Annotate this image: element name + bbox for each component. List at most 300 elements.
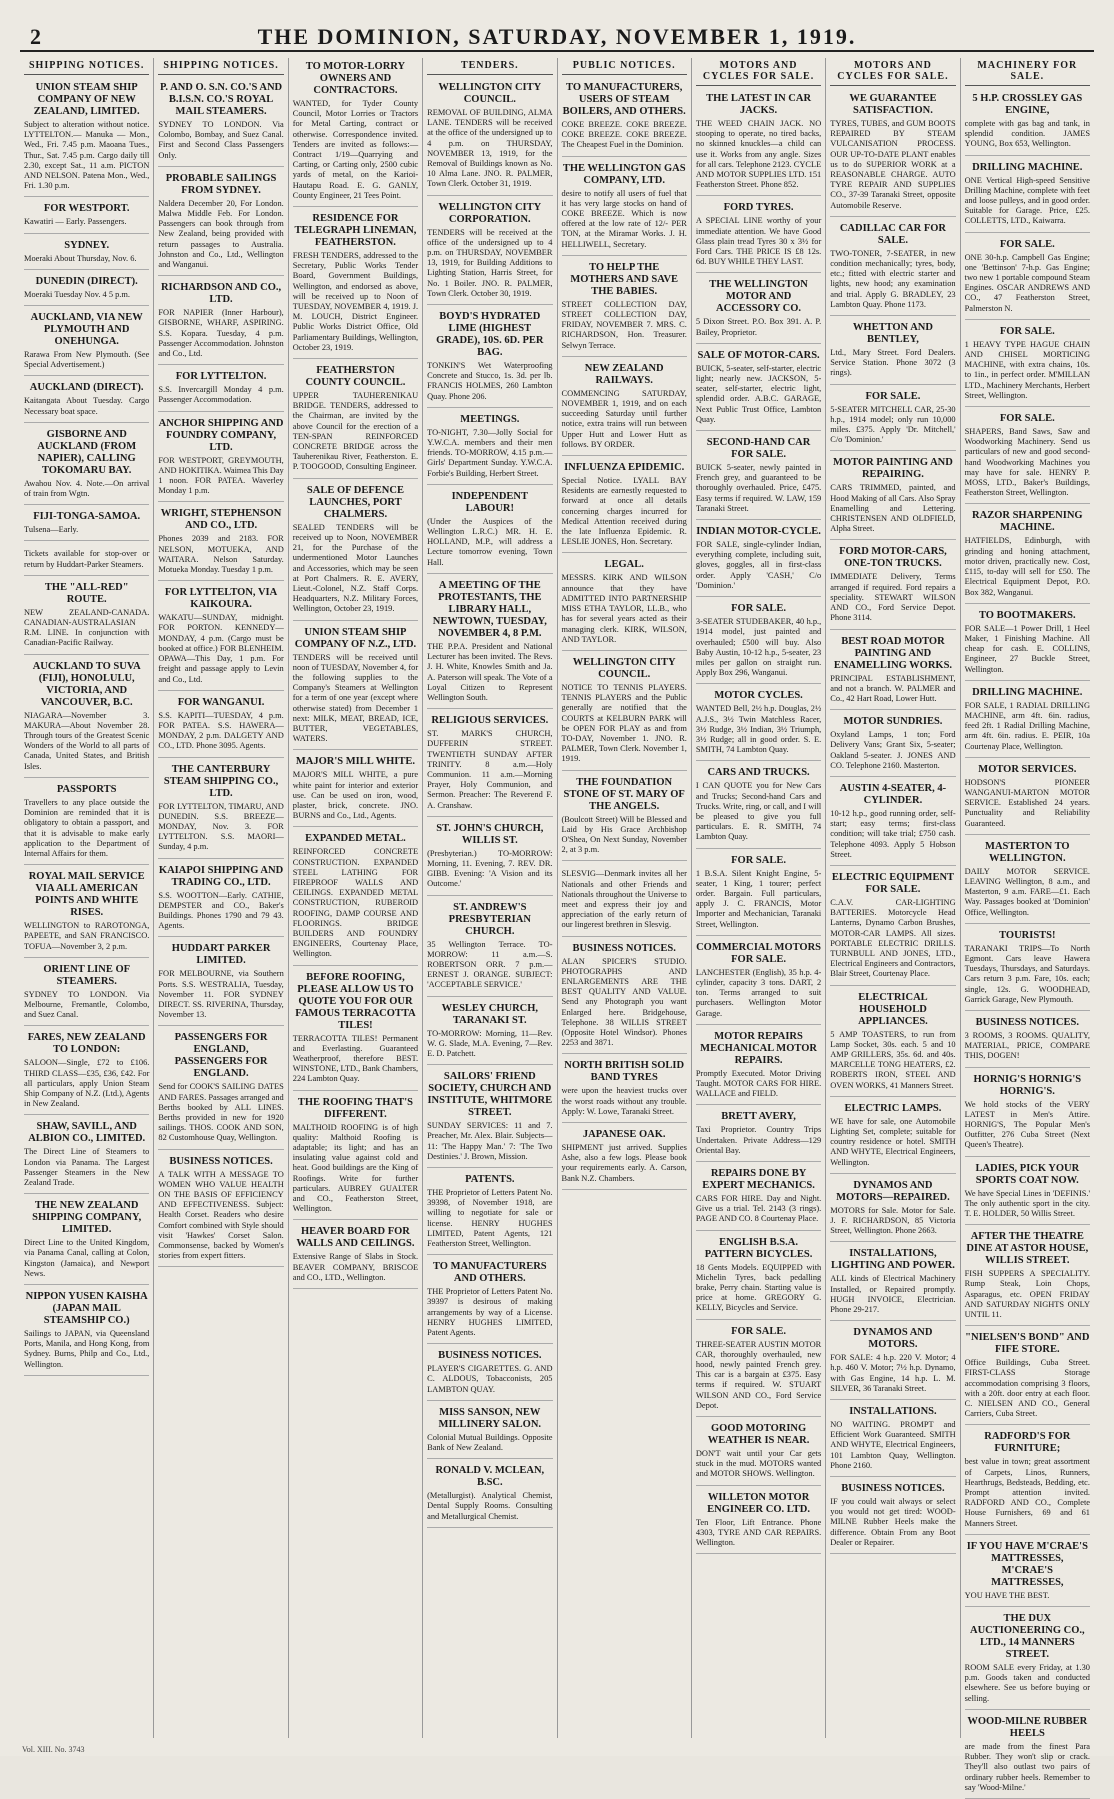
ad-title: ELECTRIC LAMPS. [844,1102,942,1114]
ad-title: 5 H.P. CROSSLEY GAS ENGINE, [972,93,1083,116]
advertisement [830,454,955,540]
ad-body: IMMEDIATE Delivery, Terms arranged if required. Ford repairs a speciality. STEWART WILSON AND CO., Ford Service Depot. Phone 3114. [830,572,956,623]
ad-title: ELECTRIC EQUIPMENT FOR SALE. [831,871,955,895]
ad-body: NOTICE TO TENNIS PLAYERS. TENNIS PLAYERS and the Public generally are notified that the COURTS at KELBURN PARK will be OPEN FOR PLAY as and from TO-DAY, November 1. JNO. R. PALMER, Town Clerk. November 1, 1919. [561,682,687,764]
advertisement [158,1153,283,1268]
ad-body: MESSRS. KIRK AND WILSON announce that they have ADMITTED INTO PARTNERSHIP MISS ETHA TAYLOR, LL.B., who has for several years acted as their managing clerk. KIRK, WILSON, AND TAYLOR. [561,573,687,644]
ad-title: TO BOOTMAKERS. [978,609,1076,621]
ad-body: We hold stocks of the VERY LATEST in Men's Attire. HORNIG'S, The Popular Men's Outfitter, 276 Cuba Street (Next Queen's Theatre). [964,1099,1090,1150]
ad-body: WELLINGTON to RAROTONGA, PAPEETE, and SAN FRANCISCO. TOFUA—November 3, 2 p.m. [24,921,150,951]
ad-title: ANCHOR SHIPPING AND FOUNDRY COMPANY, LTD. [158,417,284,453]
ad-title: ELECTRICAL HOUSEHOLD APPLIANCES. [858,991,928,1027]
advertisement [965,684,1090,758]
advertisement [24,1118,149,1194]
ad-body: are made from the finest Para Rubber. They won't slip or crack. They'll also outlast two pairs of ordinary rubber heels. Remember to say 'Wood-Milne.' [964,1741,1090,1792]
advertisement [24,79,149,197]
advertisement [158,862,283,938]
ad-title: PROBABLE SAILINGS FROM SYDNEY. [165,172,277,196]
advertisement [293,969,418,1091]
ad-title: PASSENGERS FOR ENGLAND, PASSENGERS FOR ENGLAND. [174,1032,268,1080]
ad-title: MAJOR'S MILL WHITE. [295,756,415,768]
advertisement [696,276,821,343]
ad-title: BUSINESS NOTICES. [169,1155,273,1167]
advertisement [158,279,283,365]
advertisement [696,1489,821,1555]
advertisement [965,1713,1090,1799]
ad-body: Kawatiri — Early. Passengers. [24,217,127,227]
ad-body: 1 HEAVY TYPE HAGUE CHAIN AND CHISEL MORTICING MACHINE, with extra chains, 10s. to 1in., in perfect order. M'MILLAN LTD., Machinery Merchants, Herbert Street, Wellington. [964,339,1090,400]
advertisement [830,1403,955,1477]
ad-title: WESLEY CHURCH, TARANAKI ST. [441,1002,539,1026]
ad-title: MISS SANSON, NEW MILLINERY SALON. [438,1406,542,1430]
ad-title: TO MOTOR-LORRY OWNERS AND CONTRACTORS. [305,61,406,96]
ad-body: Colonial Mutual Buildings. Opposite Bank of New Zealand. [427,1432,553,1453]
ad-title: BUSINESS NOTICES. [975,1016,1079,1028]
advertisement [24,961,149,1027]
ad-title: WHETTON AND BENTLEY, [852,322,933,346]
ad-body: A SPECIAL LINE worthy of your immediate attention. We have Good Glass plain tread Tyres 30 x 3½ for Ford Cars. THE PRICE IS £8 12s. 6d. BUY WHILE THEY LAST. [695,216,822,267]
ad-body: SHAPERS, Band Saws, Saw and Woodworking Machinery. Send us particulars of new and good second-hand Woodworking Machines you may have for sale. HENRY P. MOSS, LTD., Baker's Buildings, Featherston Street, Wellington. [964,427,1090,498]
ad-body: MOTORS for Sale. Motor for Sale. J. F. RICHARDSON, 85 Victoria Street, Wellington. Phone 2663. [830,1205,956,1236]
advertisement [293,482,418,621]
ad-title: ROYAL MAIL SERVICE VIA ALL AMERICAN POINTS AND WHITE RISES. [28,871,145,919]
ad-title: GOOD MOTORING WEATHER IS NEAR. [707,1423,810,1447]
advertisement [696,199,821,273]
ad-body: LANCHESTER (English), 35 h.p. 4-cylinder, capacity 3 tons. DART, 2 ton. Terms arranged to suit purchasers. Wellington Motor Garage. [695,967,822,1018]
ad-body: Taxi Proprietor. Country Trips Undertaken. Private Address—129 Oriental Bay. [695,1125,822,1155]
advertisement [24,579,149,655]
ad-title: ORIENT LINE OF STEAMERS. [43,963,131,987]
ad-title: DRILLING MACHINE. [972,161,1083,173]
ad-body: Office Buildings, Cuba Street. FIRST-CLASS Storage accommodation comprising 3 floors, with a 20ft. door entry at each floor. C. NIELSEN AND CO., General Carriers, Cuba Street. [964,1358,1090,1419]
ad-body: Rarawa From New Plymouth. (See Special Advertisement.) [24,350,150,370]
advertisement [965,236,1090,320]
ad-body: Ltd., Mary Street. Ford Dealers. Service Station. Phone 3072 (3 rings). [830,348,956,378]
ad-body: Send for COOK'S SAILING DATES AND FARES. Passages arranged and Berths booked by ALL LINES. Berths provided in new for 1920 sailings. THOS. COOK AND SON, 82 Customhouse Quay, Wellington. [158,1082,284,1143]
ad-body: We have Special Lines in 'DEFINIS.' The only authentic sport in the city. T. E. HOLDER, 50 Willis Street. [964,1188,1090,1219]
advertisement [24,781,149,865]
advertisement [562,259,687,357]
ad-title: THE LATEST IN CAR JACKS. [706,93,812,116]
advertisement [427,1347,552,1401]
ad-title: NEW ZEALAND RAILWAYS. [584,362,664,386]
ad-body: COKE BREEZE. COKE BREEZE. COKE BREEZE. COKE BREEZE. The Cheapest Fuel in the Dominion. [561,120,687,150]
ad-title: DUNEDIN (DIRECT). [35,275,138,287]
advertisement [562,459,687,553]
ad-body: WANTED, for Tyder County Council, Motor Lorries or Tractors for Metal Carting, contract or otherwise. Correspondence invited. Tenders are invited as follows:— Contract 1/19—Quarrying and Carting, or Carting only, 2500 cubic yards of metal, on the Karioi-Hautapu Road. E. G. GANLY, County Engineer, 21 Tees Point. [292,99,419,200]
ad-title: TO HELP THE MOTHERS AND SAVE THE BABIES. [570,261,679,297]
ad-title: DYNAMOS AND MOTORS. [853,1327,933,1351]
advertisement [158,1029,283,1149]
ad-title: RONALD V. MCLEAN, B.SC. [435,1465,545,1489]
ad-body: TENDERS will be received until noon of TUESDAY, November 4, for the following supplies to the Company's Steamers at Wellington for a term of one year (except where otherwise stated) from December 1 next: MILK, MEAT, BREAD, ICE, BUTTER, VEGETABLES, WATERS. [292,652,419,744]
advertisement [830,1480,955,1554]
ad-body: Special Notice. LYALL BAY Residents are earnestly requested to forward at once all details concerning charges incurred for Medical Attention received during the late Influenza Epidemic. R. LESLIE JONES, Hon. Secretary. [561,476,687,547]
ad-body: IF you could wait always or select you would not get tired: WOOD-MILNE Rubber Heels make the difference. Obtain From any Boot Dealer or Repairer. [830,1497,956,1547]
ad-title: A MEETING OF THE PROTESTANTS, THE LIBRARY HALL, NEWTOWN, TUESDAY, NOVEMBER 4, 8 P.M. [432,579,547,639]
ad-body: TO-MORROW: Morning, 11—Rev. W. G. Slade, M.A. Evening, 7—Rev. E. D. Patchett. [427,1028,553,1058]
ad-title: THE CANTERBURY STEAM SHIPPING CO., LTD. [163,763,279,799]
ad-body: NIAGARA—November 3. MAKURA—About November 28. Through tours of the Greatest Scenic Wonders of the World to all parts of Canada, United States, and British Isles. [24,710,150,771]
advertisement [562,864,687,936]
ad-title: FORD MOTOR-CARS, ONE-TON TRUCKS. [839,546,947,570]
advertisement [965,1071,1090,1157]
ad-body: WE have for sale, one Automobile Lighting Set, complete; suitable for country residence or hotel. SMITH AND WHYTE, Electrical Engineers, Wellington. [830,1116,956,1167]
column-3 [289,58,423,1738]
ad-title: AFTER THE THEATRE DINE AT ASTOR HOUSE, WILLIS STREET. [966,1231,1089,1267]
ad-title: BUSINESS NOTICES. [438,1350,542,1362]
ad-title: MOTOR SERVICES. [978,763,1077,775]
ad-title: FOR SALE. [999,325,1055,337]
advertisement [427,1258,552,1344]
ad-body: FOR SALE, 1 RADIAL DRILLING MACHINE, arm 4ft. 6in. radius, feed 2ft. 1 Radial Drilling Machine, arm 4ft. 6in. radius. E. PEIR, 10a Courtenay Place, Wellington. [964,700,1090,751]
advertisement [965,159,1090,233]
ad-body: TO-NIGHT, 7.30—Jolly Social for Y.W.C.A. members and their men friends. TO-MORROW, 4.15 p.m.—Girls' Department Sunday. Y.W.C.A. Forbie's Building, Herbert Street. [427,427,553,478]
ad-title: AUCKLAND TO SUVA (FIJI), HONOLULU, VICTORIA, AND VANCOUVER, B.C. [32,660,141,708]
advertisement [830,1177,955,1243]
advertisement [24,544,149,575]
advertisement [830,989,955,1097]
advertisement [293,753,418,827]
advertisement [427,1000,552,1066]
ad-title: MOTOR CYCLES. [714,690,803,702]
advertisement [562,654,687,771]
ad-title: WRIGHT, STEPHENSON AND CO., LTD. [160,508,282,532]
ad-body: TYRES, TUBES, and GUM BOOTS REPAIRED BY STEAM VULCANISATION PROCESS. OUR UP-TO-DATE PLANT enables us to do SUPERIOR WORK at a REASONABLE CHARGE. AUTO TYRE REPAIR AND SUPPLIES CO., 37-39 Taranaki Street, opposite Automobile Reserve. [830,119,956,210]
advertisement [965,607,1090,681]
column-6 [692,58,826,1738]
advertisement [427,488,552,574]
ad-title: FIJI-TONGA-SAMOA. [33,511,141,523]
ad-body: THE P.P.A. President and National Lecturer has been invited. The Revs. J. H. White, Knowles Smith and Ja. A. Paterson will speak. The Vote of a Loyal Citizen to Represent Wellington South. [427,641,553,702]
masthead [20,24,1094,52]
ad-title: MEETINGS. [460,413,520,425]
ad-title: THE FOUNDATION STONE OF ST. MARY OF THE ANGELS. [563,776,685,812]
advertisement [24,426,149,505]
advertisement [965,1610,1090,1710]
ad-body: Ten Floor, Lift Entrance. Phone 4303, TYRE AND CAR REPAIRS. Wellington. [695,1517,822,1548]
ad-title: WELLINGTON CITY COUNCIL. [572,656,676,680]
ad-title: INSTALLATIONS, LIGHTING AND POWER. [830,1248,955,1272]
ad-title: NORTH BRITISH SOLID BAND TYRES [564,1060,685,1084]
column-2 [154,58,288,1738]
advertisement [562,1057,687,1123]
ad-body: FISH SUPPERS A SPECIALITY. Rump Steak, Loin Chops, Asparagus, etc. OPEN FRIDAY AND SATURDAY NIGHTS ONLY UNTIL 11. [964,1269,1090,1320]
ad-body: Tickets available for stop-over or return by Huddart-Parker Steamers. [24,549,150,569]
advertisement [696,90,821,196]
ad-body: COMMENCING SATURDAY, NOVEMBER 1, 1919, and on each succeeding Saturday until further notice, extra trains will run between Upper Hutt and Lower Hutt as follows. BY ORDER. [561,388,687,449]
advertisement [427,199,552,305]
ad-title: MOTOR SUNDRIES. [843,716,943,728]
ad-title: FOR SALE. [999,238,1055,250]
ad-body: best value in town; great assortment of Carpets, Linos, Runners, Hearthrugs, Bedsteads, Bedding, etc. Prompt attention invited. RADFORD AND CO., Complete House Furnishers, 69 and 61 Manners Street. [964,1457,1090,1528]
ad-body: THE Proprietor of Letters Patent No. 39397 is desirous of making arrangements by way of a License. HENRY HUGHES LIMITED, Patent Agents. [427,1287,553,1338]
advertisement [427,712,552,817]
column-heading: SHIPPING NOTICES. [158,58,283,75]
ad-title: CADILLAC CAR FOR SALE. [839,222,947,246]
ad-title: LADIES, PICK YOUR SPORTS COAT NOW. [975,1162,1080,1186]
ad-body: Kaitangata About Tuesday. Cargo Necessary boat space. [24,396,150,416]
ad-body: STREET COLLECTION DAY, STREET COLLECTION DAY, FRIDAY, NOVEMBER 7. MRS. C. RICHARDSON, Hon. Treasurer. Selwyn Terrace. [561,299,687,350]
ad-title: ST. ANDREW'S PRESBYTERIAN CHURCH. [448,901,531,937]
advertisement [830,388,955,452]
column-heading: MACHINERY FOR SALE. [965,58,1090,86]
advertisement [427,577,552,709]
advertisement [965,90,1090,156]
ad-title: AUSTIN 4-SEATER, 4-CYLINDER. [839,782,947,806]
ad-body: S.S. Invercargill Monday 4 p.m. Passenger Accommodation. [158,385,284,405]
ad-body: Moeraki Tuesday Nov. 4 5 p.m. [24,289,131,299]
ad-title: UNION STEAM SHIP COMPANY OF N.Z., LTD. [294,626,417,650]
advertisement [965,927,1090,1011]
ad-body: NO WAITING. PROMPT and Efficient Work Guaranteed. SMITH AND WHYTE, Electrical Engineers, 101 Lambton Quay, Wellington. Phone 2160. [830,1420,956,1470]
ad-title: FARES, NEW ZEALAND TO LONDON: [27,1032,146,1056]
ad-title: FORD TYRES. [723,202,794,214]
advertisement [427,411,552,485]
ad-title: THE "ALL-RED" ROUTE. [44,581,129,605]
advertisement [965,1329,1090,1425]
ad-title: IF YOU HAVE M'CRAE'S MATTRESSES, M'CRAE'S MATTRESSES, [966,1540,1088,1588]
ad-body: ONE Vertical High-speed Sensitive Drilling Machine, complete with feet and loose pulleys, and in good order. Suitable for Garage. Price, £25. COLLETTS, LTD., Kaiwarra. [964,175,1090,226]
advertisement [158,694,283,758]
advertisement [696,1165,821,1231]
advertisement [830,869,955,986]
advertisement [24,658,149,778]
ad-body: I CAN QUOTE you for New Cars and Trucks; Second-hand Cars and Trucks. Write, ring, or call, and I will be pleased to give you full particulars. E. R. SMITH, 74 Lambton Quay. [695,781,822,842]
ad-title: FOR LYTTELTON. [175,371,267,383]
ad-body: DAILY MOTOR SERVICE. LEAVING Wellington, 8 a.m., and Masterton, 9 a.m. FARE—£1. Each Way. Passages booked at 'Dominion' Office, Wellington. [964,866,1090,917]
advertisement [830,1100,955,1174]
ad-title: FOR WESTPORT. [43,203,130,215]
advertisement [293,58,418,207]
column-7 [826,58,960,1738]
ad-body: NEW ZEALAND-CANADA. CANADIAN-AUSTRALASIAN R.M. LINE. In conjunction with Canadian-Pacific Railway. [24,607,150,648]
ad-title: ST. JOHN'S CHURCH, WILLIS ST. [436,822,544,846]
ad-body: PLAYER'S CIGARETTES. G. AND C. ALDOUS, Tobacconists, 205 LAMBTON QUAY. [427,1364,553,1394]
advertisement [562,79,687,157]
ad-title: FOR SALE. [731,603,786,615]
advertisement [293,210,418,359]
ad-body: SYDNEY TO LONDON. Via Colombo, Bombay, and Suez Canal. First and Second Class Passengers Only. [158,120,284,160]
ad-title: HEAVER BOARD FOR WALLS AND CEILINGS. [296,1226,415,1250]
advertisement [830,633,955,711]
advertisement [965,1228,1090,1326]
ad-body: THE Proprietor of Letters Patent No. 39398, of November 1918, are willing to negotiate for sale or license. HENRY HUGHES LIMITED, Patent Agents, 121 Featherston Street, Wellington. [427,1187,553,1248]
advertisement [830,780,955,866]
ad-body: 3 ROOMS, 3 ROOMS. QUALITY, MATERIAL, PRICE, COMPARE THIS, DOGEN! [964,1030,1090,1061]
ad-title: DYNAMOS AND MOTORS—REPAIRED. [836,1179,950,1203]
ad-body: HATFIELDS, Edinburgh, with grinding and honing attachment, motor driven, practically new. Cost, £115, to-day will sell for £50. The Electrical Equipment Depot, P.O. Box 382, Wanganui. [964,536,1090,597]
ad-body: ROOM SALE every Friday, at 1.30 p.m. Goods taken and conducted elsewhere. See us before buying or selling. [964,1663,1090,1703]
ad-body: YOU HAVE THE BEST. [964,1590,1050,1600]
ad-body: HODSON'S PIONEER WANGANUI-MARTON MOTOR SERVICE. Established 24 years. Punctuality and Reliability Guaranteed. [964,777,1090,828]
ad-title: INDIAN MOTOR-CYCLE. [696,526,821,538]
ad-body: SEALED TENDERS will be received up to Noon, NOVEMBER 21, for the Purchase of the undermentioned Motor Launches and Accessories, which may be seen at Port Chalmers. R. E. AVERY, Lieut.-Colonel, N.Z. Staff Corps. Headquarters, N.Z. Military Forces, Wellington, October 23, 1919. [292,522,419,614]
ad-body: Promptly Executed. Motor Driving Taught. MOTOR CARS FOR HIRE. WALLACE and FIELD. [695,1068,822,1099]
advertisement [24,200,149,233]
ad-body: Travellers to any place outside the Dominion are reminded that it is obligatory to obtain a passport, and that it is advisable to make early application to the Department of Internal Affairs for them. [24,797,150,858]
ad-title: FOR WANGANUI. [177,696,265,708]
ad-title: COMMERCIAL MOTORS FOR SALE. [696,941,822,965]
advertisement [427,820,552,896]
advertisement [830,1324,955,1400]
advertisement [696,523,821,597]
advertisement [696,1108,821,1162]
ad-body: REINFORCED CONCRETE CONSTRUCTION. EXPANDED STEEL LATHING FOR FIREPROOF WALLS AND CEILINGS. EXPANDED METAL CONSTRUCTION, RUBEROID ROOFING, DAMP COURSE AND FLOORINGS. BRIDGE BUILDERS AND FOUNDRY ENGINEERS, Courtenay Place, Wellington. [292,847,419,959]
advertisement [427,308,552,408]
advertisement [427,1171,552,1255]
advertisement [562,160,687,256]
advertisement [830,713,955,777]
ad-body: MAJOR'S MILL WHITE, a pure white paint for interior and exterior use. Can be used on iron, wood, plaster, brick, concrete. JNO. BURNS and Co., Ltd., Agents. [292,770,419,821]
ad-body: SUNDAY SERVICES: 11 and 7. Preacher, Mr. Alex. Blair. Subjects—11: 'The Happy Man.' 7: 'The Two Destinies.' J. Brown, Mission. [427,1121,553,1161]
advertisement [24,868,149,958]
advertisement [158,170,283,276]
ad-title: THE ROOFING THAT'S DIFFERENT. [297,1096,413,1120]
ad-title: RESIDENCE FOR TELEGRAPH LINEMAN, FEATHERSTON. [294,213,417,249]
advertisement [965,323,1090,407]
advertisement [696,1323,821,1417]
ad-body: S.S. KAPITI—TUESDAY, 4 p.m. FOR PATEA. S.S. HAWERA—MONDAY, 2 p.m. DALGETY AND CO., LTD. Phone 3095. Agents. [158,710,284,751]
ad-title: CARS AND TRUCKS. [707,767,810,779]
ad-title: "NIELSEN'S BOND" AND FIFE STORE. [965,1332,1090,1356]
advertisement [293,624,418,751]
ad-title: SECOND-HAND CAR FOR SALE. [706,437,811,461]
advertisement [24,309,149,376]
ad-body: FOR LYTTELTON, TIMARU, AND DUNEDIN. S.S. BREEZE—MONDAY, Nov. 3. FOR LYTTELTON. S.S. MAORI—Sunday, 4 p.m. [158,801,284,852]
ad-body: TERRACOTTA TILES! Permanent and Everlasting. Guaranteed Weatherproof, therefore BEST. WINSTONE, LTD., Bank Chambers, 224 Lambton Quay. [292,1033,419,1084]
ad-body: FOR SALE: 4 h.p. 220 V. Motor; 4 h.p. 460 V. Motor; 7½ h.p. Dynamo, with Gas Engine, 14 h.p. L. M. SILVER, 36 Taranaki Street. [830,1353,956,1393]
ad-title: PASSPORTS [56,783,117,795]
advertisement [24,273,149,306]
ad-title: LEGAL. [604,559,644,571]
ad-title: RELIGIOUS SERVICES. [431,715,549,727]
ad-title: WELLINGTON CITY COUNCIL. [438,82,542,105]
ad-title: FOR SALE. [731,854,786,866]
advertisement [696,939,821,1025]
ad-title: BEFORE ROOFING, PLEASE ALLOW US TO QUOTE YOU FOR OUR FAMOUS TERRACOTTA TILES! [295,971,416,1031]
advertisement [427,79,552,196]
ad-title: THE WELLINGTON GAS COMPANY, LTD. [562,162,686,186]
ad-body: C.A.V. CAR-LIGHTING BATTERIES. Motorcycle Head Lanterns, Dynamo Carbon Brushes, MOTOR-CAR LAMPS. All sizes. PORTABLE ELECTRIC DRILLS. TURNBULL AND JONES, LTD., Electrical Engineers and Contractors, Blair Street, Courtenay Place. [830,897,956,979]
ad-title: MASTERTON TO WELLINGTON. [985,840,1070,864]
ad-body: S.S. WOOTTON—Early. CATHIE, DEMPSTER and CO., Baker's Buildings. Phones 1790 and 79 43. Agents. [158,890,284,931]
ad-body: (Presbyterian.) TO-MORROW: Morning, 11. Evening, 7. REV. DR. GIBB. Evening: 'A Vision and its Outcome.' [427,848,553,889]
advertisement [562,360,687,456]
column-heading: TENDERS. [427,58,552,75]
advertisement [158,505,283,581]
ad-body: ONE 30-h.p. Campbell Gas Engine; one 'Bettinson' 7-h.p. Gas Engine; two new 1 portable compound Steam Engines. OSCAR ANDREWS AND CO., 47 Featherston Street, Palmerston N. [964,252,1090,313]
ad-title: INFLUENZA EPIDEMIC. [564,462,685,474]
ad-title: INSTALLATIONS. [849,1406,937,1418]
advertisement [965,1428,1090,1534]
advertisement [696,764,821,848]
ad-title: FOR LYTTELTON, VIA KAIKOURA. [164,587,278,611]
advertisement [562,556,687,650]
ad-body: UPPER TAUHERENIKAU BRIDGE. TENDERS, addressed to the Chairman, are invited by the above Council for the erection of a TEN-SPAN REINFORCED CONCRETE BRIDGE across the Tauherenikau River, Featherston. E. P. TOOGOOD, Consulting Engineer. [292,391,419,472]
ad-body: FOR WESTPORT, GREYMOUTH, AND HOKITIKA. Waimea This Day 1 noon. FOR PATEA. Waverley Monday 1 p.m. [158,455,284,496]
ad-title: BOYD'S HYDRATED LIME (HIGHEST GRADE), 10S. 6D. PER BAG. [436,311,544,359]
ad-title: BRETT AVERY, [721,1111,796,1123]
advertisement [965,1014,1090,1068]
ad-body: TENDERS will be received at the office of the undersigned up to 4 p.m. on THURSDAY, NOVEMBER 13, 1919, for Building Additions to Lighting Station, Harris Street, for No. 1 Boiler. JNO. R. PALMER, Town Clerk. October 30, 1919. [427,227,553,298]
ad-title: TO MANUFACTURERS, USERS OF STEAM BOILERS, AND OTHERS. [562,82,686,117]
ad-body: SLESVIG—Denmark invites all her Nationals and other Friends and Nationals throughout the Universe to meet and express their joy and appreciation of the early return of our lingerest brethren in Slesvig. [561,869,687,930]
advertisement [293,830,418,965]
ad-body: (Metallurgist). Analytical Chemist, Dental Supply Rooms. Consulting and Metallurgical Chemist. [427,1491,553,1521]
advertisement [427,1462,552,1528]
ad-body: THE WEED CHAIN JACK. NO stooping to operate, no tired backs, no skinned knuckles—a child can use it. Works from any angle. Sizes for all cars. Telephone 2123. CYCLE AND MOTOR SUPPLIES LTD. 151 Featherston Street. Phone 852. [695,119,822,190]
column-8 [961,58,1094,1792]
ad-body: A TALK WITH A MESSAGE TO WOMEN WHO VALUE HEALTH ON THE BASIS OF EFFICIENCY AND EFFECTIVENESS. Subject: Health Corset. Readers who desire Comfort combined with Style should visit 'Hawkes' Corset Salon. Commonsense, backed by Women's stories from expert fitters. [158,1169,284,1261]
column-heading: PUBLIC NOTICES. [562,58,687,75]
ad-title: FOR SALE. [999,413,1055,425]
ad-body: BUICK, 5-seater, self-starter, electric light; nearly new. JACKSON, 5-seater, self-starter, electric light, splendid order. A.B.C. GARAGE, Next Public Trust Office, Lambton Quay. [695,363,822,424]
advertisement [293,1223,418,1289]
ad-title: THE WELLINGTON MOTOR AND ACCESSORY CO. [709,279,808,315]
ad-title: TOURISTS! [999,929,1056,941]
ad-body: 3-SEATER STUDEBAKER, 40 h.p., 1914 model, just painted and overhauled; £500 will buy. Also Baby Austin, 10-12 h.p., 5-seater, 23 miles per gallon on straight run. Apply Box 296, Wanganui. [695,617,822,678]
ad-body: 35 Wellington Terrace. TO-MORROW: 11 a.m.—S. ROBERTSON ORR. 7 p.m.—ERNEST J. ORANGE. SUBJECT: 'ACCEPTABLE SERVICE.' [427,939,553,990]
ad-title: SALE OF MOTOR-CARS. [697,349,820,361]
advertisement [965,1160,1090,1226]
ad-body: CARS TRIMMED, painted, and Hood Making of all Cars. Also Spray Enamelling and Lettering. CHRISTENSEN AND OLDFIELD, Alpha Street. [830,483,956,534]
ad-title: HUDDART PARKER LIMITED. [171,943,271,967]
ad-title: AUCKLAND (DIRECT). [29,382,144,394]
ad-body: ST. MARK'S CHURCH, DUFFERIN STREET. TWENTIETH SUNDAY AFTER TRINITY. 8 a.m.—Holy Communion. 11 a.m.—Morning Prayer, Holy Communion, and Sermon. Preacher: The Reverend F. A. Cranshaw. [427,729,553,810]
ad-title: FOR SALE. [865,390,921,402]
advertisement [696,1420,821,1486]
ad-body: ALAN SPICER'S STUDIO. PHOTOGRAPHS AND ENLARGEMENTS ARE THE BEST QUALITY AND VALUE. Send any Photograph you want Enlarged here. Bridgehouse, Telephone. 38 WILLIS STREET (Opposite Hotel Windsor). Phones 2253 and 3871. [561,956,687,1048]
ad-title: RICHARDSON AND CO., LTD. [160,282,282,306]
ad-body: 1 B.S.A. Silent Knight Engine, 5-seater, 1 King, 1 tourer; perfect order. Bargain. Full particulars, apply J. C. FRANCIS, Motor Importer and Mechanician, Taranaki Street, Wellington. [695,868,822,929]
ad-body: FOR MELBOURNE, via Southern Ports. S.S. WESTRALIA, Tuesday, November 11. FOR SYDNEY DIRECT. SS. RIVERINA, Thursday, November 13. [158,969,284,1020]
ad-body: desire to notify all users of fuel that it has very large stocks on hand of COKE BREEZE. Which is now offered at the low rate of 12/- PER TON, at the Miramar Works. J. H. HELLIWELL, Secretary. [561,188,687,249]
advertisement [965,838,1090,924]
ad-title: WE GUARANTEE SATISFACTION. [849,93,937,116]
ad-title: WILLETON MOTOR ENGINEER CO. LTD. [707,1491,810,1515]
ad-body: Moeraki About Thursday, Nov. 6. [24,253,137,263]
ad-title: SYDNEY. [64,239,110,251]
ad-title: MOTOR REPAIRS MECHANICAL MOTOR REPAIRS. [700,1030,817,1066]
ad-body: complete with gas bag and tank, in splendid condition. JAMES YOUNG, Box 653, Wellington. [964,119,1090,149]
advertisement [830,319,955,385]
advertisement [562,940,687,1055]
ad-title: AUCKLAND, VIA NEW PLYMOUTH AND ONEHUNGA. [30,312,143,348]
ad-body: (Boulcott Street) Will be Blessed and Laid by His Grace Archbishop O'Shea, On Next Sunday, November 2, at 3 p.m. [561,814,687,855]
column-4 [423,58,557,1738]
ad-body: The Direct Line of Steamers to London via Panama. The Largest Passenger Steamers in the New Zealand Trade. [24,1147,150,1187]
ad-body: Naldera December 20, For London. Malwa Middle Feb. For London. Passengers can book through from New Zealand, being provided with return passages to Australia. Johnston and Co., Ltd., Wellington and Wanganui. [158,198,284,270]
ad-title: THE NEW ZEALAND SHIPPING COMPANY, LIMITED. [32,1200,142,1236]
advertisement [158,368,283,411]
ad-title: RADFORD'S FOR FURNITURE; [984,1431,1071,1455]
column-1 [20,58,154,1738]
advertisement [830,90,955,217]
ad-body: Oxyland Lamps, 1 ton; Ford Delivery Vans; Grant Six, 5-seater; Oakland 5-seater. J. JONES AND CO. Telephone 2160. Masterton. [830,730,956,770]
ad-body: (Under the Auspices of the Wellington L.R.C.) MR. H. E. HOLLAND, M.P., will address a Lecture tomorrow evening, Town Hall. [427,516,553,567]
ad-body: WANTED Bell, 2½ h.p. Douglas, 2½ A.J.S., 3½ Twin Matchless Racer, 3½ Rudge, 3½ Indian, 3½ Triumph, 3½ Rudge; all in good order. S. E. SMITH, 74 Lambton Quay. [695,704,822,755]
ad-body: Direct Line to the United Kingdom, via Panama Canal, calling at Colon, Kingston (Jamaica), and Newport News. [24,1238,150,1278]
ad-title: TO MANUFACTURERS AND OTHERS. [432,1261,547,1285]
ad-body: CARS FOR HIRE. Day and Night. Give us a trial. Tel. 2143 (3 rings). PAGE AND CO. 8 Courtenay Place. [695,1194,822,1224]
advertisement [427,899,552,997]
ad-body: FOR NAPIER (Inner Harbour), GISBORNE, WHARF, ASPIRING. S.S. Kopara. Tuesday, 4 p.m. Passenger Accommodation. Johnston and Co., Ltd. [158,308,284,359]
ad-title: JAPANESE OAK. [582,1129,666,1140]
ad-title: P. AND O. S.N. CO.'S AND B.I.S.N. CO.'S ROYAL MAIL STEAMERS. [159,82,283,117]
ad-body: TONKIN'S Wet Waterproofing Concrete and Stucco, 1s. 3d. per lb. FRANCIS HOLMES, 260 Lambton Quay. Phone 206. [427,361,553,401]
advertisement [965,410,1090,504]
